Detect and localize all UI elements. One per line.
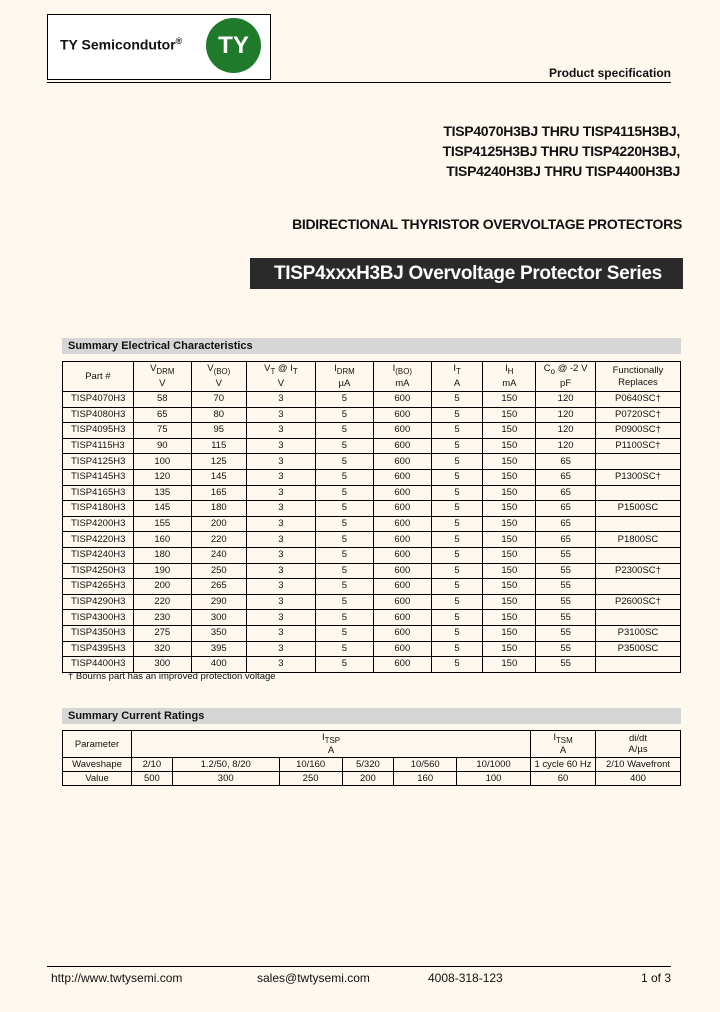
table-row (63, 454, 681, 470)
table-cell: 300 (191, 610, 246, 626)
current-heading: Summary Current Ratings (62, 708, 681, 724)
table-cell: 150 (483, 547, 536, 563)
table-cell: 320 (133, 641, 191, 657)
current-table (62, 730, 681, 786)
table-cell: P1300SC† (595, 469, 680, 485)
col-header-unit: Replaces (618, 376, 658, 388)
table-row (63, 579, 681, 595)
table-cell (595, 657, 680, 673)
table-row (63, 641, 681, 657)
table-cell: 65 (536, 469, 596, 485)
table-row (63, 469, 681, 485)
value-label: Value (63, 772, 132, 786)
table-cell: TISP4265H3 (63, 579, 134, 595)
table-cell: 5 (316, 469, 374, 485)
table-cell: 5 (431, 657, 483, 673)
table-cell: 120 (536, 423, 596, 439)
table-cell: 230 (133, 610, 191, 626)
col-header-unit: mA (502, 377, 517, 389)
didt-header: di/dt A/µs (596, 731, 681, 758)
parameter-label: Parameter (63, 731, 132, 758)
table-cell: TISP4200H3 (63, 516, 134, 532)
table-cell: 600 (373, 579, 431, 595)
table-cell: 5 (431, 625, 483, 641)
table-cell: TISP4165H3 (63, 485, 134, 501)
table-cell: 180 (133, 547, 191, 563)
table-cell: 5 (316, 625, 374, 641)
table-cell: 150 (483, 641, 536, 657)
table-cell: 5 (431, 454, 483, 470)
table-cell: TISP4400H3 (63, 657, 134, 673)
table-cell: P0720SC† (595, 407, 680, 423)
table-cell: 5 (316, 516, 374, 532)
table-cell: 600 (373, 407, 431, 423)
table-cell: P2300SC† (595, 563, 680, 579)
table-row (63, 610, 681, 626)
electrical-col-header: $I_T$ A (431, 362, 483, 392)
table-cell: TISP4350H3 (63, 625, 134, 641)
itsm-header: $I_{TSM}$ A (531, 731, 596, 758)
table-cell: 3 (246, 547, 315, 563)
table-cell: P0640SC† (595, 392, 680, 408)
table-cell (595, 516, 680, 532)
col-header-unit: A (453, 377, 461, 389)
waveshape-cell: 2/10 Wavefront (596, 758, 681, 772)
table-cell: P1500SC (595, 501, 680, 517)
table-cell: TISP4095H3 (63, 423, 134, 439)
table-cell: 65 (536, 532, 596, 548)
col-header-main: C (543, 363, 551, 375)
electrical-col-header: $I_{DRM}$ µA (316, 362, 374, 392)
waveshape-cell: 1 cycle 60 Hz (531, 758, 596, 772)
table-cell: P0900SC† (595, 423, 680, 439)
table-cell: 600 (373, 485, 431, 501)
table-cell: 150 (483, 625, 536, 641)
table-cell: 250 (191, 563, 246, 579)
table-cell: 395 (191, 641, 246, 657)
table-cell: TISP4145H3 (63, 469, 134, 485)
table-cell: 3 (246, 392, 315, 408)
table-cell: 55 (536, 563, 596, 579)
table-cell: 5 (316, 547, 374, 563)
table-cell: TISP4220H3 (63, 532, 134, 548)
table-cell: 55 (536, 547, 596, 563)
col-header-main: V (264, 363, 271, 375)
title-line-1: TISP4070H3BJ THRU TISP4115H3BJ, (443, 123, 680, 139)
table-cell: 5 (316, 594, 374, 610)
electrical-col-header: $V_T$ @ $I_T$ V (246, 362, 315, 392)
table-cell: 600 (373, 392, 431, 408)
company-logo: TY (206, 18, 261, 73)
table-cell: TISP4180H3 (63, 501, 134, 517)
table-cell: 600 (373, 547, 431, 563)
table-cell: 150 (483, 516, 536, 532)
col-header-main: Part # (85, 370, 111, 382)
table-cell: 600 (373, 532, 431, 548)
table-cell: 55 (536, 579, 596, 595)
table-cell: 5 (431, 469, 483, 485)
col-header-unit: pF (560, 377, 572, 389)
table-cell: TISP4080H3 (63, 407, 134, 423)
table-cell: 5 (431, 438, 483, 454)
value-cell: 250 (279, 772, 342, 786)
electrical-col-header: $V_{(BO)}$ V (191, 362, 246, 392)
table-cell: 3 (246, 423, 315, 439)
table-row (63, 563, 681, 579)
table-cell: 275 (133, 625, 191, 641)
table-cell: 3 (246, 641, 315, 657)
table-cell: 600 (373, 594, 431, 610)
table-cell: 5 (431, 532, 483, 548)
table-cell: P3500SC (595, 641, 680, 657)
table-cell: 3 (246, 657, 315, 673)
table-cell: 350 (191, 625, 246, 641)
table-cell: 150 (483, 438, 536, 454)
table-cell: 135 (133, 485, 191, 501)
table-cell: 3 (246, 454, 315, 470)
table-cell (595, 485, 680, 501)
col-header-unit: V (215, 377, 222, 389)
table-cell: 200 (133, 579, 191, 595)
table-cell: 5 (431, 641, 483, 657)
table-cell: 3 (246, 579, 315, 595)
footer-email[interactable]: sales@twtysemi.com (257, 971, 370, 985)
table-row (63, 485, 681, 501)
table-cell: 5 (316, 454, 374, 470)
table-cell: P2600SC† (595, 594, 680, 610)
col-header-unit: µA (338, 377, 351, 389)
table-cell: 3 (246, 485, 315, 501)
table-cell: 55 (536, 610, 596, 626)
electrical-col-header: $C_o$ @ -2 V pF (536, 362, 596, 392)
table-cell: 5 (431, 563, 483, 579)
table-cell: 5 (316, 532, 374, 548)
value-cell: 500 (132, 772, 173, 786)
table-cell (595, 547, 680, 563)
table-cell: 5 (316, 641, 374, 657)
table-cell: 300 (133, 657, 191, 673)
table-cell: 150 (483, 392, 536, 408)
table-row (63, 407, 681, 423)
table-cell: 150 (483, 485, 536, 501)
table-cell: 3 (246, 594, 315, 610)
table-cell: TISP4290H3 (63, 594, 134, 610)
table-row (63, 516, 681, 532)
table-cell: 5 (431, 501, 483, 517)
col-header-main: I (334, 363, 337, 375)
table-cell: 600 (373, 641, 431, 657)
table-cell: 5 (316, 407, 374, 423)
col-header-unit: V (277, 377, 285, 389)
value-cell: 160 (394, 772, 457, 786)
table-cell: 600 (373, 438, 431, 454)
table-cell: 5 (431, 547, 483, 563)
waveshape-cell: 5/320 (342, 758, 394, 772)
table-cell: 5 (316, 392, 374, 408)
table-cell: 600 (373, 625, 431, 641)
table-cell: 120 (536, 438, 596, 454)
table-cell: 3 (246, 625, 315, 641)
table-cell: 3 (246, 469, 315, 485)
table-cell (595, 610, 680, 626)
electrical-col-header: $I_H$ mA (483, 362, 536, 392)
table-cell: 5 (316, 610, 374, 626)
table-row (63, 423, 681, 439)
table-cell: 150 (483, 469, 536, 485)
table-cell: 150 (483, 579, 536, 595)
table-cell: 150 (483, 501, 536, 517)
table-cell: 600 (373, 610, 431, 626)
table-cell: 65 (536, 485, 596, 501)
table-cell: 600 (373, 423, 431, 439)
table-cell: 150 (483, 657, 536, 673)
waveshape-cell: 1.2/50, 8/20 (172, 758, 279, 772)
table-cell: 115 (191, 438, 246, 454)
table-cell: 600 (373, 469, 431, 485)
waveshape-cell: 10/1000 (457, 758, 531, 772)
table-cell (595, 454, 680, 470)
table-cell: 125 (191, 454, 246, 470)
table-cell: 5 (431, 516, 483, 532)
table-cell: 3 (246, 532, 315, 548)
table-row (63, 532, 681, 548)
table-cell: TISP4125H3 (63, 454, 134, 470)
table-row (63, 438, 681, 454)
table-cell: 70 (191, 392, 246, 408)
table-cell: 290 (191, 594, 246, 610)
table-cell: 150 (483, 594, 536, 610)
table-cell: 180 (191, 501, 246, 517)
table-cell: TISP4070H3 (63, 392, 134, 408)
table-cell: 3 (246, 438, 315, 454)
table-cell: 120 (536, 392, 596, 408)
waveshape-label: Waveshape (63, 758, 132, 772)
table-cell: 5 (431, 579, 483, 595)
table-row (63, 547, 681, 563)
waveshape-cell: 10/560 (394, 758, 457, 772)
table-cell: 150 (483, 454, 536, 470)
table-cell: 600 (373, 516, 431, 532)
electrical-col-header (63, 362, 134, 392)
table-cell: 150 (483, 423, 536, 439)
table-cell: 65 (536, 516, 596, 532)
col-header-main: I (505, 363, 508, 375)
electrical-col-header: $V_{DRM}$ V (133, 362, 191, 392)
table-cell: 3 (246, 610, 315, 626)
table-cell: 5 (316, 423, 374, 439)
table-cell: 5 (316, 438, 374, 454)
table-cell: 5 (316, 501, 374, 517)
table-cell: 150 (483, 532, 536, 548)
table-cell: 3 (246, 407, 315, 423)
table-cell: 5 (316, 657, 374, 673)
footer-phone: 4008-318-123 (428, 971, 503, 985)
footer-website[interactable]: http://www.twtysemi.com (51, 971, 183, 985)
table-cell: 145 (133, 501, 191, 517)
table-cell: 65 (133, 407, 191, 423)
footer-rule (47, 966, 671, 967)
spec-label: Product specification (548, 66, 671, 80)
title-line-3: TISP4240H3BJ THRU TISP4400H3BJ (446, 163, 680, 179)
table-row (63, 392, 681, 408)
table-cell: 5 (431, 485, 483, 501)
value-cell: 400 (596, 772, 681, 786)
table-cell: TISP4250H3 (63, 563, 134, 579)
table-cell: 95 (191, 423, 246, 439)
col-header-main: Functionally (612, 364, 664, 376)
table-cell: 220 (191, 532, 246, 548)
itsp-header: $I_{TSP}$ A (132, 731, 531, 758)
table-cell: 5 (431, 407, 483, 423)
table-cell: 600 (373, 501, 431, 517)
table-cell: 160 (133, 532, 191, 548)
table-cell: 55 (536, 594, 596, 610)
table-cell: 190 (133, 563, 191, 579)
electrical-col-header (595, 362, 680, 392)
table-cell: P1100SC† (595, 438, 680, 454)
table-cell: 55 (536, 657, 596, 673)
col-header-main: I (453, 363, 456, 375)
table-cell: 75 (133, 423, 191, 439)
table-cell: 600 (373, 563, 431, 579)
table-cell: 150 (483, 563, 536, 579)
table-cell: 5 (316, 579, 374, 595)
table-cell: 58 (133, 392, 191, 408)
table-cell: 5 (431, 392, 483, 408)
col-header-unit: V (159, 377, 166, 389)
electrical-heading: Summary Electrical Characteristics (62, 338, 681, 354)
table-cell: 600 (373, 454, 431, 470)
electrical-col-header: $I_{(BO)}$ mA (373, 362, 431, 392)
table-cell: 80 (191, 407, 246, 423)
table-cell: 155 (133, 516, 191, 532)
table-cell: TISP4240H3 (63, 547, 134, 563)
product-subtitle: BIDIRECTIONAL THYRISTOR OVERVOLTAGE PROTECTORS (292, 216, 682, 232)
table-cell: 55 (536, 625, 596, 641)
table-row (63, 657, 681, 673)
col-header-main: V (207, 363, 214, 375)
table-cell: TISP4300H3 (63, 610, 134, 626)
title-line-2: TISP4125H3BJ THRU TISP4220H3BJ, (442, 143, 680, 159)
table-cell: 90 (133, 438, 191, 454)
table-row (63, 625, 681, 641)
electrical-table (62, 361, 681, 673)
table-cell: P3100SC (595, 625, 680, 641)
col-header-main: V (150, 363, 157, 375)
waveshape-cell: 10/160 (279, 758, 342, 772)
table-cell: TISP4395H3 (63, 641, 134, 657)
table-cell: 600 (373, 657, 431, 673)
col-header-unit: mA (395, 377, 410, 389)
waveshape-cell: 2/10 (132, 758, 173, 772)
series-banner: TISP4xxxH3BJ Overvoltage Protector Series (250, 258, 683, 289)
table-cell: 65 (536, 501, 596, 517)
value-cell: 60 (531, 772, 596, 786)
table-cell (595, 579, 680, 595)
table-cell: 165 (191, 485, 246, 501)
table-cell: 120 (536, 407, 596, 423)
table-cell: 5 (431, 610, 483, 626)
table-cell: 220 (133, 594, 191, 610)
table-cell: 5 (431, 594, 483, 610)
table-cell: 55 (536, 641, 596, 657)
table-row (63, 594, 681, 610)
footer-page: 1 of 3 (641, 971, 672, 985)
table-cell: 5 (316, 485, 374, 501)
table-cell: 150 (483, 610, 536, 626)
table-cell: 3 (246, 563, 315, 579)
value-cell: 300 (172, 772, 279, 786)
table-cell: 100 (133, 454, 191, 470)
table-cell: 5 (431, 423, 483, 439)
table-cell: 65 (536, 454, 596, 470)
table-cell: 3 (246, 501, 315, 517)
table-cell: 240 (191, 547, 246, 563)
table-row (63, 501, 681, 517)
footnote: † Bourns part has an improved protection voltage (68, 671, 276, 682)
col-header-main: I (392, 363, 396, 375)
value-cell: 200 (342, 772, 394, 786)
table-cell: P1800SC (595, 532, 680, 548)
table-cell: 200 (191, 516, 246, 532)
table-cell: TISP4115H3 (63, 438, 134, 454)
table-cell: 150 (483, 407, 536, 423)
table-cell: 145 (191, 469, 246, 485)
table-cell: 120 (133, 469, 191, 485)
part-range-titles (443, 121, 680, 181)
value-cell: 100 (457, 772, 531, 786)
table-cell: 265 (191, 579, 246, 595)
table-cell: 3 (246, 516, 315, 532)
header-rule (47, 82, 671, 83)
table-cell: 5 (316, 563, 374, 579)
table-cell: 400 (191, 657, 246, 673)
company-name: TY Semicondutor® (60, 36, 183, 53)
